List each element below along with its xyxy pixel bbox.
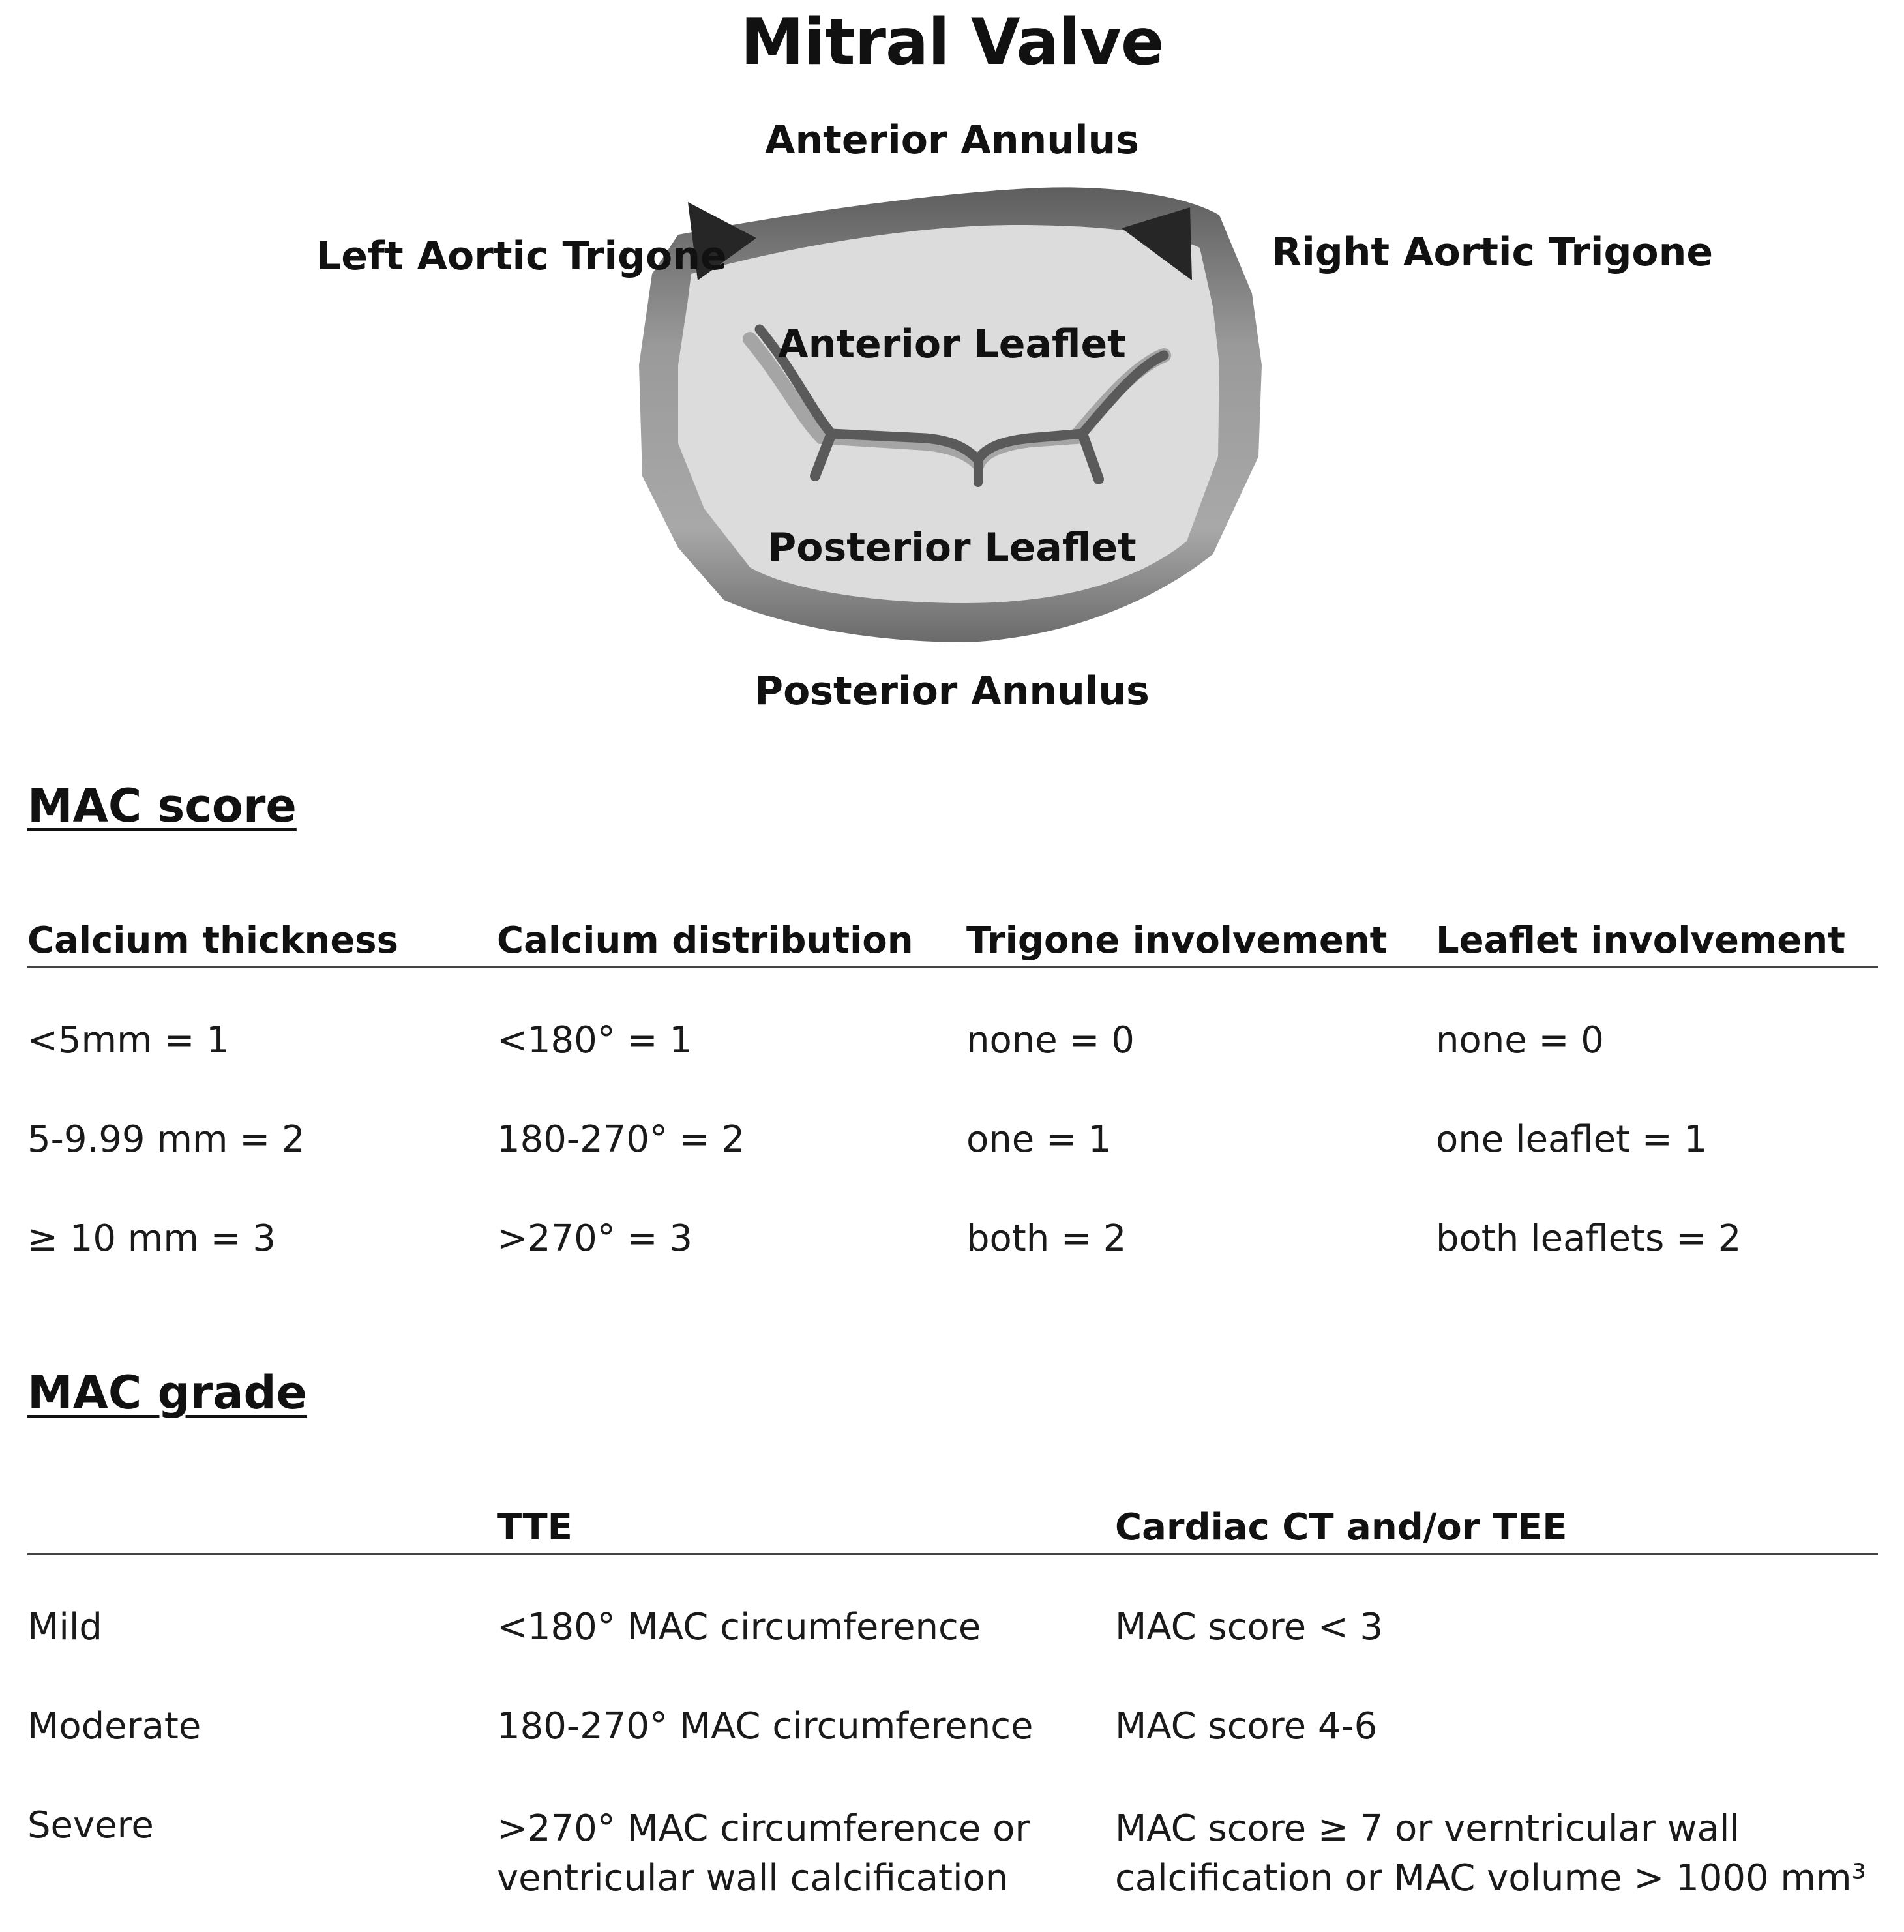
mitral-valve-illustration: [0, 0, 1904, 737]
column-header: Trigone involvement: [966, 919, 1388, 962]
mac-grade-title: MAC grade: [27, 1366, 308, 1419]
column-header: Calcium thickness: [27, 919, 398, 962]
anterior-annulus-label: Anterior Annulus: [765, 117, 1139, 163]
table-cell: none = 0: [966, 1019, 1135, 1062]
table-cell: one = 1: [966, 1118, 1112, 1161]
table-cell: 180-270° = 2: [497, 1118, 745, 1161]
posterior-leaflet-label: Posterior Leaflet: [767, 525, 1137, 571]
table-cell: MAC score < 3: [1115, 1606, 1384, 1648]
table-cell: 5-9.99 mm = 2: [27, 1118, 305, 1161]
table-cell: >270° MAC circumference or ventricular wall calcification: [497, 1807, 1030, 1899]
table-cell: both = 2: [966, 1217, 1127, 1260]
header-divider: [27, 966, 1878, 968]
anterior-leaflet-label: Anterior Leaflet: [778, 321, 1126, 367]
column-header: Cardiac CT and/or TEE: [1115, 1506, 1568, 1549]
column-header: TTE: [497, 1506, 573, 1549]
grade-label: Severe: [27, 1804, 154, 1847]
column-header: Leaflet involvement: [1436, 919, 1845, 962]
mac-score-title: MAC score: [27, 779, 297, 833]
grade-label: Moderate: [27, 1705, 201, 1747]
posterior-annulus-label: Posterior Annulus: [754, 668, 1150, 714]
right-aortic-trigone-label: Right Aortic Trigone: [1272, 230, 1714, 275]
header-divider: [27, 1553, 1878, 1555]
table-cell: MAC score 4-6: [1115, 1705, 1378, 1747]
grade-label: Mild: [27, 1606, 102, 1648]
page-title: Mitral Valve: [740, 5, 1164, 80]
table-cell: MAC score ≥ 7 or verntricular wall calcification or MAC volume > 1000 mm³: [1115, 1807, 1866, 1899]
left-aortic-trigone-label: Left Aortic Trigone: [316, 233, 727, 279]
table-cell: ≥ 10 mm = 3: [27, 1217, 276, 1260]
table-cell: both leaflets = 2: [1436, 1217, 1742, 1260]
table-cell: none = 0: [1436, 1019, 1604, 1062]
table-cell: >270° = 3: [497, 1217, 692, 1260]
mitral-valve-diagram: [0, 0, 1904, 737]
table-cell: one leaflet = 1: [1436, 1118, 1708, 1161]
table-cell: <180° = 1: [497, 1019, 692, 1062]
table-cell: <180° MAC circumference: [497, 1606, 981, 1648]
column-header: Calcium distribution: [497, 919, 914, 962]
table-cell: <5mm = 1: [27, 1019, 230, 1062]
table-cell: 180-270° MAC circumference: [497, 1705, 1034, 1747]
